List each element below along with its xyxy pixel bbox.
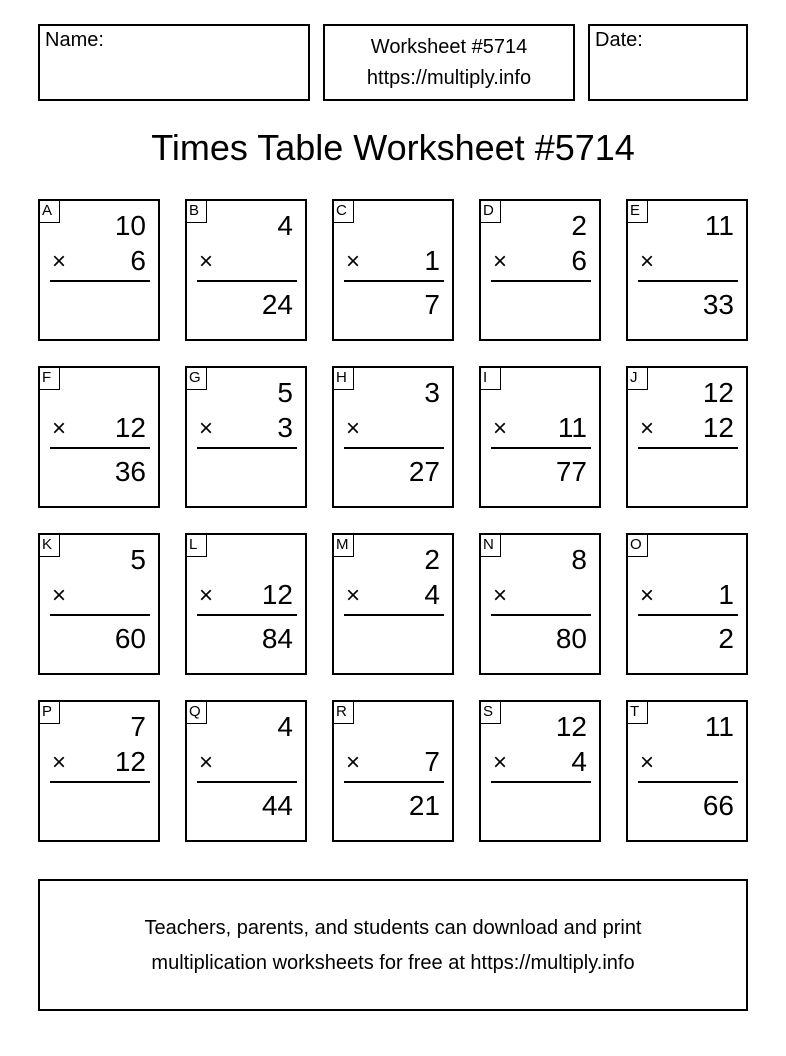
- times-icon: ×: [493, 415, 508, 442]
- problem-card-b: [185, 199, 307, 341]
- multiplicand: 7: [130, 711, 146, 742]
- multiplicand: 2: [571, 210, 587, 241]
- multiplier: 11: [557, 412, 587, 443]
- times-icon: ×: [199, 749, 214, 776]
- worksheet-url: https://multiply.info: [366, 67, 532, 89]
- answer-rule: [638, 447, 738, 449]
- answer-rule: [50, 280, 150, 282]
- problem-card-t: [626, 700, 748, 842]
- multiplier: 1: [718, 579, 734, 610]
- answer-rule: [344, 447, 444, 449]
- worksheet-info-box: [323, 24, 575, 101]
- answer-rule: [344, 280, 444, 282]
- answer-rule: [197, 614, 297, 616]
- problem-label: L: [187, 535, 207, 557]
- problem-label: K: [40, 535, 60, 557]
- multiplier: 7: [424, 746, 440, 777]
- multiplier: 4: [571, 746, 587, 777]
- answer-rule: [491, 781, 591, 783]
- problem-card-p: [38, 700, 160, 842]
- problem-card-l: [185, 533, 307, 675]
- problem-card-h: [332, 366, 454, 508]
- answer-rule: [638, 280, 738, 282]
- multiplier: 4: [424, 579, 440, 610]
- problem-label: B: [187, 201, 207, 223]
- answer-rule: [197, 280, 297, 282]
- product: 2: [718, 623, 734, 654]
- multiplier: 6: [571, 245, 587, 276]
- footer-text-line-1: Teachers, parents, and students can download and print: [144, 917, 642, 939]
- problem-card-j: [626, 366, 748, 508]
- problem-label: F: [40, 368, 60, 390]
- answer-rule: [50, 614, 150, 616]
- multiplicand: 11: [704, 711, 734, 742]
- problem-card-i: [479, 366, 601, 508]
- multiplicand: 2: [424, 544, 440, 575]
- worksheet-number: Worksheet #5714: [370, 36, 528, 58]
- problem-card-g: [185, 366, 307, 508]
- product: 80: [555, 623, 587, 654]
- problem-card-o: [626, 533, 748, 675]
- footer-box: [38, 879, 748, 1011]
- problem-card-e: [626, 199, 748, 341]
- times-icon: ×: [640, 415, 655, 442]
- answer-rule: [638, 781, 738, 783]
- answer-rule: [50, 781, 150, 783]
- problem-label: T: [628, 702, 648, 724]
- problem-label: H: [334, 368, 354, 390]
- multiplicand: 12: [555, 711, 587, 742]
- product: 24: [261, 289, 293, 320]
- problem-label: J: [628, 368, 648, 390]
- multiplier: 1: [424, 245, 440, 276]
- times-icon: ×: [493, 582, 508, 609]
- multiplicand: 4: [277, 711, 293, 742]
- times-icon: ×: [346, 749, 361, 776]
- problem-card-a: [38, 199, 160, 341]
- problem-card-d: [479, 199, 601, 341]
- times-icon: ×: [199, 582, 214, 609]
- name-label: Name:: [45, 29, 104, 51]
- times-icon: ×: [346, 248, 361, 275]
- answer-rule: [491, 280, 591, 282]
- problem-label: Q: [187, 702, 207, 724]
- answer-rule: [491, 447, 591, 449]
- times-icon: ×: [346, 415, 361, 442]
- problem-card-s: [479, 700, 601, 842]
- answer-rule: [638, 614, 738, 616]
- problem-label: A: [40, 201, 60, 223]
- times-icon: ×: [52, 415, 67, 442]
- product: 66: [702, 790, 734, 821]
- times-icon: ×: [493, 749, 508, 776]
- problem-label: N: [481, 535, 501, 557]
- product: 60: [114, 623, 146, 654]
- problem-label: P: [40, 702, 60, 724]
- problem-card-f: [38, 366, 160, 508]
- multiplicand: 5: [277, 377, 293, 408]
- multiplier: 3: [277, 412, 293, 443]
- problem-label: S: [481, 702, 501, 724]
- problem-label: O: [628, 535, 648, 557]
- times-icon: ×: [199, 248, 214, 275]
- problem-label: M: [334, 535, 354, 557]
- times-icon: ×: [346, 582, 361, 609]
- times-icon: ×: [52, 749, 67, 776]
- problem-label: I: [481, 368, 501, 390]
- answer-rule: [491, 614, 591, 616]
- answer-rule: [197, 447, 297, 449]
- times-icon: ×: [640, 582, 655, 609]
- times-icon: ×: [199, 415, 214, 442]
- product: 33: [702, 289, 734, 320]
- answer-rule: [197, 781, 297, 783]
- product: 27: [408, 456, 440, 487]
- answer-rule: [50, 447, 150, 449]
- problem-card-n: [479, 533, 601, 675]
- times-icon: ×: [640, 248, 655, 275]
- problem-card-c: [332, 199, 454, 341]
- multiplicand: 11: [704, 210, 734, 241]
- times-icon: ×: [52, 248, 67, 275]
- problem-label: G: [187, 368, 207, 390]
- multiplicand: 3: [424, 377, 440, 408]
- problem-label: C: [334, 201, 354, 223]
- multiplicand: 4: [277, 210, 293, 241]
- product: 36: [114, 456, 146, 487]
- multiplicand: 12: [702, 377, 734, 408]
- multiplicand: 10: [114, 210, 146, 241]
- times-icon: ×: [640, 749, 655, 776]
- times-icon: ×: [52, 582, 67, 609]
- multiplier: 6: [130, 245, 146, 276]
- problem-label: R: [334, 702, 354, 724]
- product: 44: [261, 790, 293, 821]
- problem-card-m: [332, 533, 454, 675]
- multiplicand: 5: [130, 544, 146, 575]
- date-label: Date:: [595, 29, 643, 51]
- multiplier: 12: [702, 412, 734, 443]
- multiplicand: 8: [571, 544, 587, 575]
- product: 77: [555, 456, 587, 487]
- page-title: Times Table Worksheet #5714: [151, 127, 635, 168]
- answer-rule: [344, 614, 444, 616]
- problem-card-r: [332, 700, 454, 842]
- problem-card-q: [185, 700, 307, 842]
- product: 21: [408, 790, 440, 821]
- times-icon: ×: [493, 248, 508, 275]
- footer-text-line-2: multiplication worksheets for free at https://multiply.info: [151, 952, 635, 974]
- multiplier: 12: [114, 746, 146, 777]
- multiplier: 12: [261, 579, 293, 610]
- answer-rule: [344, 781, 444, 783]
- multiplier: 12: [114, 412, 146, 443]
- problem-label: D: [481, 201, 501, 223]
- name-field-box[interactable]: [38, 24, 310, 101]
- problem-label: E: [628, 201, 648, 223]
- problem-card-k: [38, 533, 160, 675]
- product: 84: [261, 623, 293, 654]
- product: 7: [424, 289, 440, 320]
- date-field-box[interactable]: [588, 24, 748, 101]
